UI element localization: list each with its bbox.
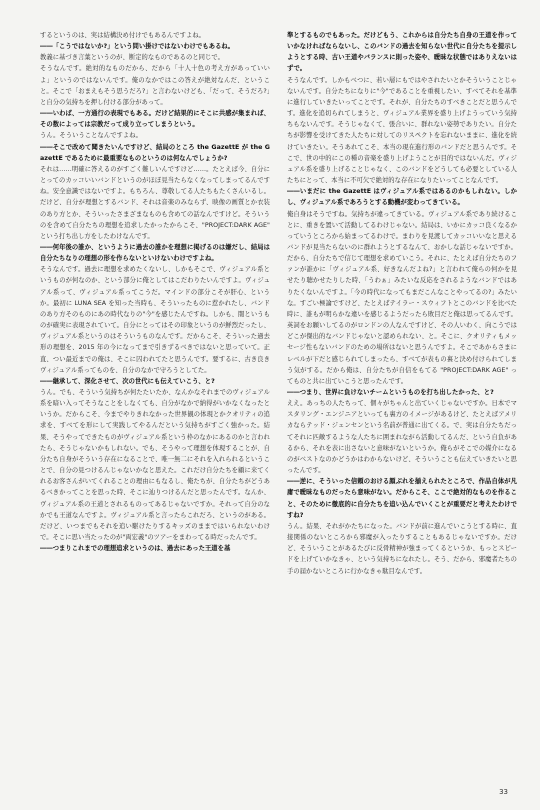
interview-answer: うん。そういうことなんですよね。: [40, 132, 142, 140]
interview-answer: 教義に基づき言葉というのが、断定的なものであるのと同じで。: [40, 54, 224, 62]
interview-answer: ええ。あっちの人たちって、個々がちゃんと出ていくじゃないですか。日本でマスタリング・エンジニアといっても裏方のイメージがあるけど、たとえばアメリカならテッド・ジェンセンという名前が普通に出てくる。で、実は自分たちだってそれに匹敵するような人たちに囲まれながら活動してるんだ、という自負があるから、それを表に出さないと意味がないというか。俺らがそこでの媒介になるのがベストなのかどうかはわからないけど、そういうことも伝えていきたいと思ったんです。: [287, 400, 517, 475]
interview-question: ――そこで改めて聞きたいんですけど、結局のところ the GazettE が the GazettE であるために最重要なものというのは何なんでしょうか?: [40, 143, 270, 162]
interview-question: ――継承して、深化させて、次の世代にも伝えていこう、と?: [40, 377, 215, 385]
interview-answer: するというのは、実は結構決め付けでもあるんですよね。: [40, 32, 206, 39]
interview-question: ――いわば、一方通行の表現でもある。だけど結果的にそこに共感が集まれば、その数によっては宗教だって成り立ってしまうという。: [40, 110, 270, 129]
interview-question: ――何年後の誰か、というように過去の誰かを理想に掲げるのは嫌だし、結局は自分たちなりの理想の形を作らないといけないわけですよね。: [40, 243, 270, 263]
interview-question: ――逆に、そういった信頼のおける顔ぶれを揃えられたところで、作品自体が凡庸で曖昧なものだったら意味がない。だからこそ、ここで絶対的なものを作ること、そのために徹底的に自分たちを追い込んでいくことが重要だと考えたわけですね?: [287, 478, 517, 519]
interview-question: ――「こうではないか?」という問い掛けではないわけでもあるね。: [40, 43, 235, 51]
interview-question: 準とするものでもあった。だけどもう、これからは自分たち自身の王道を作っていかなければならないし、このバンドの過去を知らない世代に自分たちを提示しようとする時、古い王道やバランスに則った姿や、曖昧な状態ではありえないはずで。: [287, 32, 517, 73]
interview-answer: 俺自身はそうですね。気持ちが違ってきている。ヴィジュアル系であり続けることに、重きを置いて活動してるわけじゃない。結局は、いかにカッコ良くなるかっていうところから始まってるわけで。まわりを見渡してカッコいいなと思えるバンドが見当たらないのに群れようとするなんて、おかしな話じゃないですか。だから、自分たちで信じて理想を求めていこう。それに、たとえば自分たちのファンが誰かに「ヴィジュアル系、好きなんだよね?」と言われて俺らの何かを見せたり聴かせたりした時、「うわぁ」みたいな反応をされるようなバンドではありたくないんですよ。「今の時代になってもまだこんなことやってるの?」みたいな。すごい極論ですけど、たとえばテイラー・スウィフトとこのバンドを比べた時に、誰もが明らかな違いを感じるようだったら敗目だと俺は思ってるんです。英詞をお願いしてるのがロンドンの人なんですけど、その人いわく、向こうではどこが傑出的なバンドじゃないと認められない、と。そこに、クオリティもメッセージ性もないバンドのための場所はないと思うんですよ。そこであからさまにレベルが下だと感じられてしまったら、すべてが表もの裏と決め付けられてしまう気がする。だから俺は、自分たちが自信をもてる "PROJECT:DARK AGE" ってものと共に出ていこうと思ったんです。: [287, 210, 517, 385]
interview-answer: それは……明確に答えるのがすごく難しいんですけど……。たとえば今、自分にとってのカッコいいバンドというのがほぼ見当たらなくなってしまってるんですね。安全意識ではないですよ。もちろん、尊敬してる人たちもたくさんいるし。だけど、自分が理想とするバンド、それは音楽のみならず、映像の画質とか衣装のあり方とか、そういったさまざまなものも含めての話なんですけど。そういうのを含めて自分たちの理想を追求したかったからこそ、"PROJECT:DARK AGE" という打ち出し方をしたわけなんです。: [40, 165, 270, 240]
left-column: [40, 30, 270, 554]
interview-answer: そうなんです。絶対的なものだから、だから「十人十色の考え方があっていいよ」というのではないんです。俺のなかではこの答えが絶対なんだ、ということ。そこで「おまえもそう思うだろ?」と言わないけども、「だって、そうだろ?」と自分の気持ちを押し付ける部分があって。: [40, 65, 270, 106]
interview-question: ――いまだに the GazettE はヴィジュアル系ではあるのかもしれない。しかし、ヴィジュアル系であろうとする動機が変わってきている。: [287, 188, 517, 207]
interview-question: ――つまりこれまでの理想追求というのは、過去にあった王道を基: [40, 545, 231, 553]
interview-question: ――つまり、世界に負けないチームというものを打ち出したかった、と?: [287, 389, 494, 396]
page-number: 33: [499, 788, 508, 796]
right-column: [287, 30, 517, 577]
interview-answer: そうなんです。過去に理想を求めたくないし、しかもそこで、ヴィジュアル系というものが何なのか、という部分に俺としてはこだわりたいんですよ。ヴィジュアル系って、ヴィジュアル系ってこうだ。マインドの部分こそが肝心、というか。最初に LUNA SEA を知った当時も、そういったものに惹かれたし、バンドのあり方そのものにあの時代なりの"今"を感じたんですね。しかも、闇というものが確実に表現されていて。自分にとってはその印象というのが鮮烈だったし、ヴィジュアル系というのはそういうものなんです。だからこそ、そういった過去形の理想を、2015 年の今になってまで引きずるべきではないと思っていて。正直、つい最近までの俺は、そこに囚われてたと思うんです。要するに、古き良きヴィジュアル系ってものを、自分のなかで守ろうとしてた。: [40, 266, 270, 374]
interview-answer: うん。でも、そういう気持ちが何たたいたか、なんかなそれまでのヴィジュアル系を暗い入ってそうなことをしなくても、自分がなかで納得がいかなくなったというか。だからこそ、今までやりきれなかった世界観の体現とかクオリティの追求を、すべてを形にして実践してやるんだという気持ちがすごく強かった。結果、そうやってできたものがヴィジュアル系という枠のなかにあるのかと言われたら、そうじゃないかもしれない。でも、そうやって理想を体現することが、自分たち自身がそういう存在になることで、唯一無二にそれを入れられるということで、自分の見つけるんじゃないかなと思えた。これだけ自分たちを顧に来てくれるお客さんがいてくれることの理由にもなるし、俺たちが、自分たちがどうあるべきかってことを思った時、そこに辿りつけるんだと思ったんです。なんか、ヴィジュアル系の王道とされるものってあるじゃないですか。それって自分のなかでも王道なんですよ。ヴィジュアル系と言ったらこれだろ、というのがある。だけど、いつまでもそれを追い駆けたりするキッズのままではいられないわけで。そこに思い当たったのが"両宏義"のツアーをまわってる時だったんです。: [40, 389, 270, 542]
interview-answer: そうなんです。しかもべつに、若い層にもではやされたいとかそういうことじゃないんです。自分たちになりに"今"であることを重視したい、すべてそれを基準に進行していきたいってことです。それが、自分たちのすべきことだと思うんです。進化を追切られてしまうと、ヴィジュアル業界を盛り上げようっていう気持ちもないんです。そうじゃなくて、張合いに、群れない姿勢でありたい。自分たちが影響を受けてきた人たちに対してのリスペクトを忘れないままに、進化を続けていきたい。そうあれてこそ、本当の現在進行形のバンドだと思うんです。そこで、世の中的にこの種の音楽を盛り上げようことが目的ではないんだ。ヴィジュアル系を盛り上げることじゃなく、このバンドをどうしても必要としている人たちにとって、本当に不可欠で絶対的な存在になりたいってことなんです。: [287, 76, 517, 185]
interview-answer: うん。結果、それがかたちになった。バンドが前に進んでいこうとする時に、直接関係のないところから邪魔が入ったりすることもあるじゃないですか。だけど、そういうことがあるたびに反骨精神が強まってくるというか、もっとスピードを上げていかなきゃ、という気持ちになれたし。そう、だから、邪魔者たちの手の届かないところに行かなきゃ駄目なんです。: [287, 522, 517, 575]
